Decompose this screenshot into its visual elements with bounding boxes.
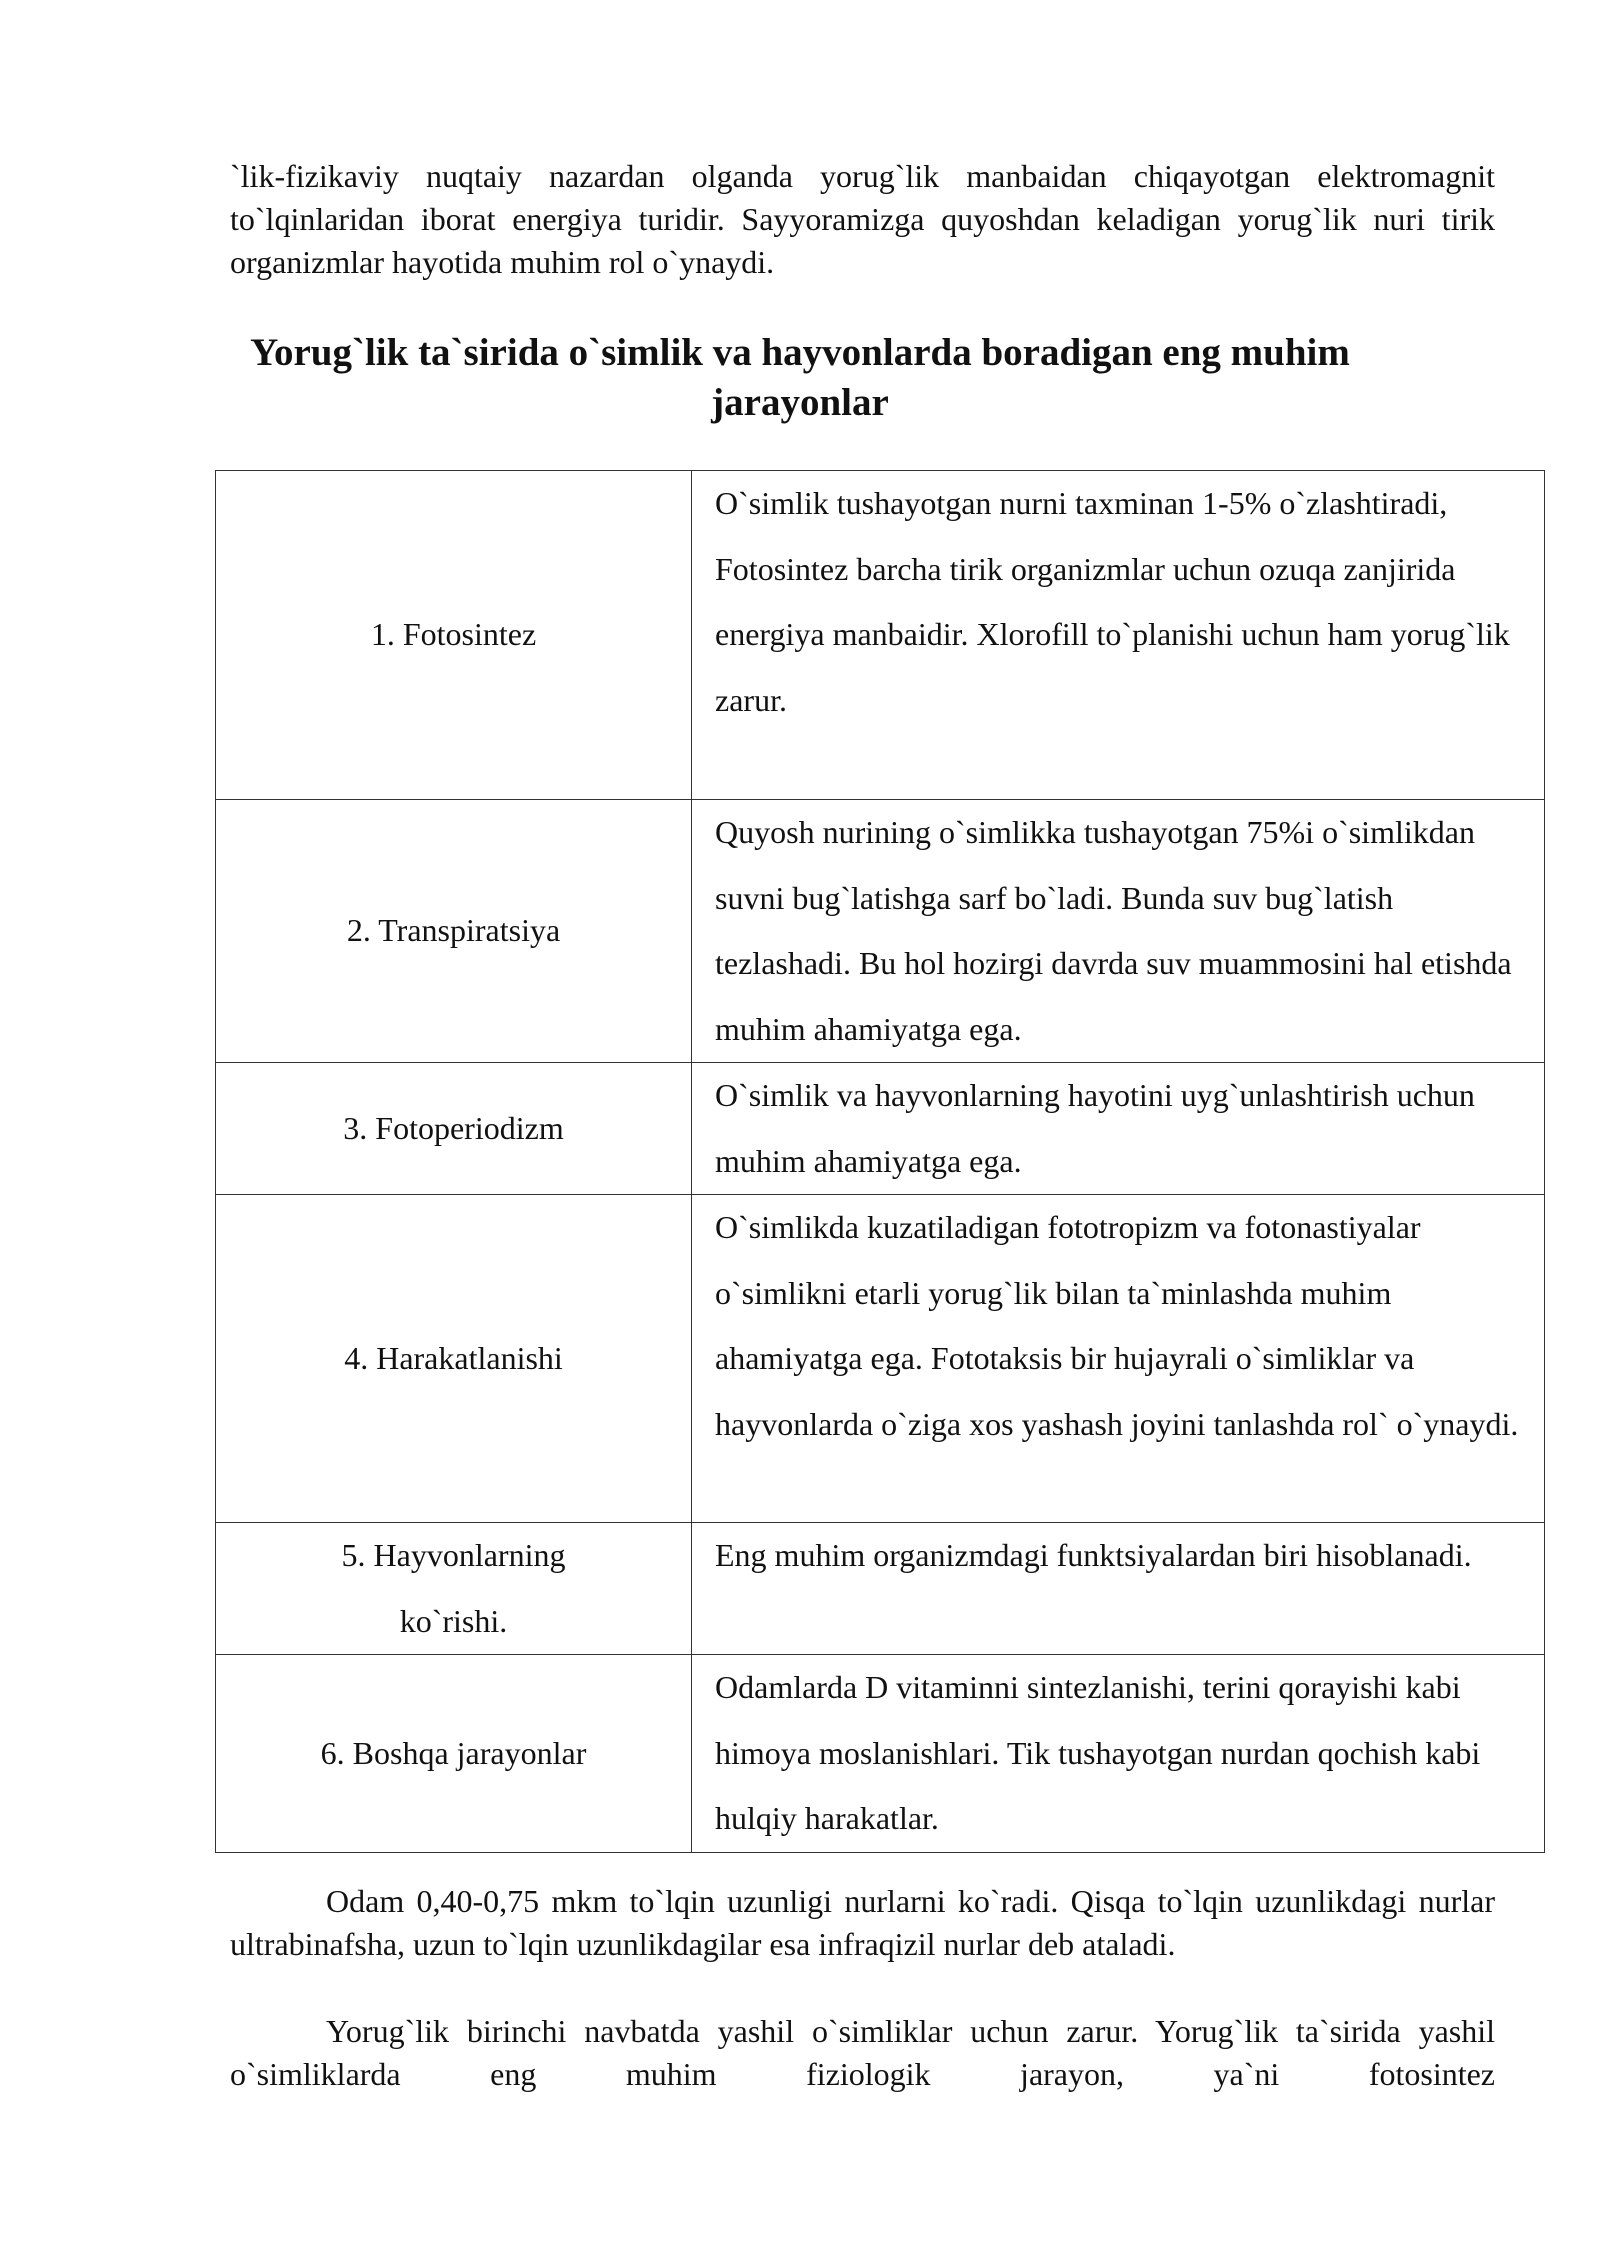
processes-table xyxy=(215,470,1545,1853)
section-title: Yorug`lik ta`sirida o`simlik va hayvonlarda boradigan eng muhim jarayonlar xyxy=(250,331,1350,424)
process-name-cell: 2. Transpiratsiya xyxy=(216,800,692,1063)
process-name-cell: 5. Hayvonlarning ko`rishi. xyxy=(216,1523,692,1655)
table-row xyxy=(216,471,1545,800)
table-row xyxy=(216,1195,1545,1523)
intro-paragraph: `lik-fizikaviy nuqtaiy nazardan olganda yorug`lik manbaidan chiqayotgan elektromagnit to`lqinlaridan iborat energiya turidir. Sayyoramizga quyoshdan keladigan yorug`lik nuri tirik organizmlar hayotida muhim rol o`ynaydi. xyxy=(230,158,1495,280)
table-row xyxy=(216,1063,1545,1195)
table-row xyxy=(216,1655,1545,1853)
process-description-cell: Quyosh nurining o`simlikka tushayotgan 75%i o`simlikdan suvni bug`latishga sarf bo`ladi. Bunda suv bug`latish tezlashadi. Bu hol hozirgi davrda suv muammosini hal etishda muhim ahamiyatga ega. xyxy=(692,800,1545,1063)
process-name-cell: 6. Boshqa jarayonlar xyxy=(216,1655,692,1853)
table-row xyxy=(216,1523,1545,1655)
process-name-cell: 3. Fotoperiodizm xyxy=(216,1063,692,1195)
process-description-cell: Eng muhim organizmdagi funktsiyalardan biri hisoblanadi. xyxy=(692,1523,1545,1655)
process-name-cell: 1. Fotosintez xyxy=(216,471,692,800)
process-description-cell: O`simlik va hayvonlarning hayotini uyg`unlashtirish uchun muhim ahamiyatga ega. xyxy=(692,1063,1545,1195)
process-description-cell: Odamlarda D vitaminni sintezlanishi, terini qorayishi kabi himoya moslanishlari. Tik tushayotgan nurdan qochish kabi hulqiy harakatlar. xyxy=(692,1655,1545,1853)
paragraph-wavelength: Odam 0,40-0,75 mkm to`lqin uzunligi nurlarni ko`radi. Qisqa to`lqin uzunlikdagi nurlar ultrabinafsha, uzun to`lqin uzunlikdagilar esa infraqizil nurlar deb ataladi. xyxy=(230,1883,1495,1962)
paragraph-photosynthesis: Yorug`lik birinchi navbatda yashil o`simliklar uchun zarur. Yorug`lik ta`sirida yashil o`simliklarda eng muhim fiziologik jarayon, ya`ni fotosintez xyxy=(230,2013,1495,2092)
process-description-cell: O`simlik tushayotgan nurni taxminan 1-5% o`zlashtiradi, Fotosintez barcha tirik organizmlar uchun ozuqa zanjirida energiya manbaidir. Xlorofill to`planishi uchun ham yorug`lik zarur. xyxy=(692,471,1545,800)
process-description-cell: O`simlikda kuzatiladigan fototropizm va fotonastiyalar o`simlikni etarli yorug`lik bilan ta`minlashda muhim ahamiyatga ega. Fototaksis bir hujayrali o`simliklar va hayvonlarda o`ziga xos yashash joyini tanlashda rol` o`ynaydi. xyxy=(692,1195,1545,1523)
table-row xyxy=(216,800,1545,1063)
process-name-cell: 4. Harakatlanishi xyxy=(216,1195,692,1523)
